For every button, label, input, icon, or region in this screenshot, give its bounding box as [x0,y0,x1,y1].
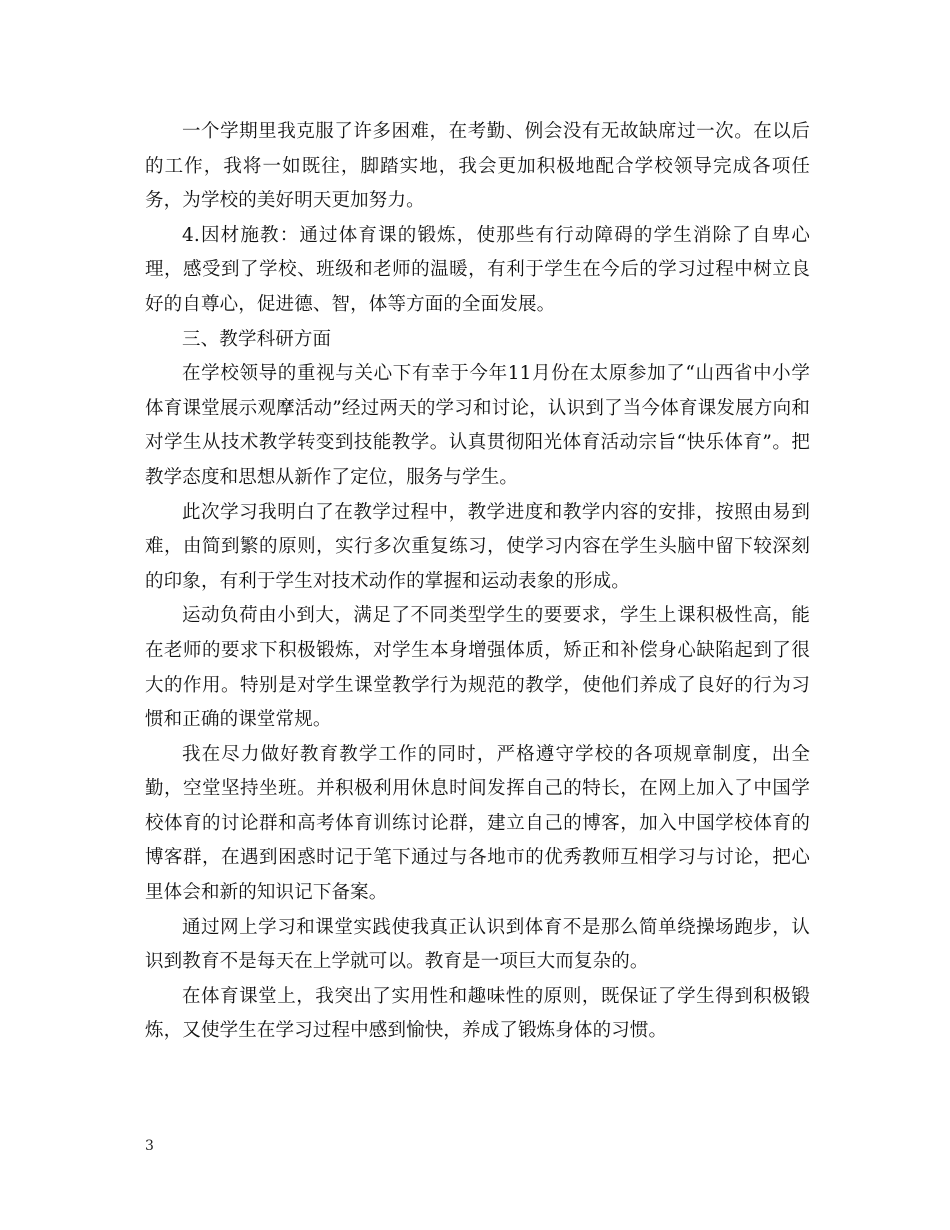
paragraph-training-event: 在学校领导的重视与关心下有幸于今年11月份在太原参加了“山西省中小学体育课堂展示观摩活动”经过两天的学习和讨论，认识到了当今体育课发展方向和对学生从技术教学转变到技能教学。认真贯彻阳光体育活动宗旨“快乐体育”。把教学态度和思想从新作了定位，服务与学生。 [145,363,810,488]
paragraph-online-practice: 通过网上学习和课堂实践使我真正认识到体育不是那么简单绕操场跑步，认识到教育不是每天在上学就可以。教育是一项巨大而复杂的。 [145,916,810,973]
paragraph-exercise-load: 运动负荷由小到大，满足了不同类型学生的要要求，学生上课积极性高，能在老师的要求下积极锻炼，对学生本身增强体质，矫正和补偿身心缺陷起到了很大的作用。特别是对学生课堂教学行为规范的教学，使他们养成了良好的行为习惯和正确的课堂常规。 [145,605,810,731]
paragraph-classroom-principles: 在体育课堂上，我突出了实用性和趣味性的原则，既保证了学生得到积极锻炼，又使学生在学习过程中感到愉快，养成了锻炼身体的习惯。 [145,985,810,1042]
paragraph-attendance: 一个学期里我克服了许多困难，在考勤、例会没有无故缺席过一次。在以后的工作，我将一如既往，脚踏实地，我会更加积极地配合学校领导完成各项任务，为学校的美好明天更加努力。 [145,121,810,212]
paragraph-individualized-teaching: 4.因材施教：通过体育课的锻炼，使那些有行动障碍的学生消除了自卑心理，感受到了学校、班级和老师的温暖，有利于学生在今后的学习过程中树立良好的自尊心，促进德、智，体等方面的全面发展。 [145,224,810,315]
paragraph-learning-insight: 此次学习我明白了在教学过程中，教学进度和教学内容的安排，按照由易到难，由简到繁的原则，实行多次重复练习，使学习内容在学生头脑中留下较深刻的印象，有利于学生对技术动作的掌握和运动表象的形成。 [145,501,810,592]
page-number: 3 [145,1138,154,1154]
section-heading-research: 三、教学科研方面 [182,328,332,350]
document-body [145,115,810,1049]
paragraph-discipline-online: 我在尽力做好教育教学工作的同时，严格遵守学校的各项规章制度，出全勤，空堂坚持坐班。并积极利用休息时间发挥自己的特长，在网上加入了中国学校体育的讨论群和高考体育训练讨论群，建立自己的博客，加入中国学校体育的博客群，在遇到困惑时记于笔下通过与各地市的优秀教师互相学习与讨论，把心里体会和新的知识记下备案。 [145,743,810,904]
